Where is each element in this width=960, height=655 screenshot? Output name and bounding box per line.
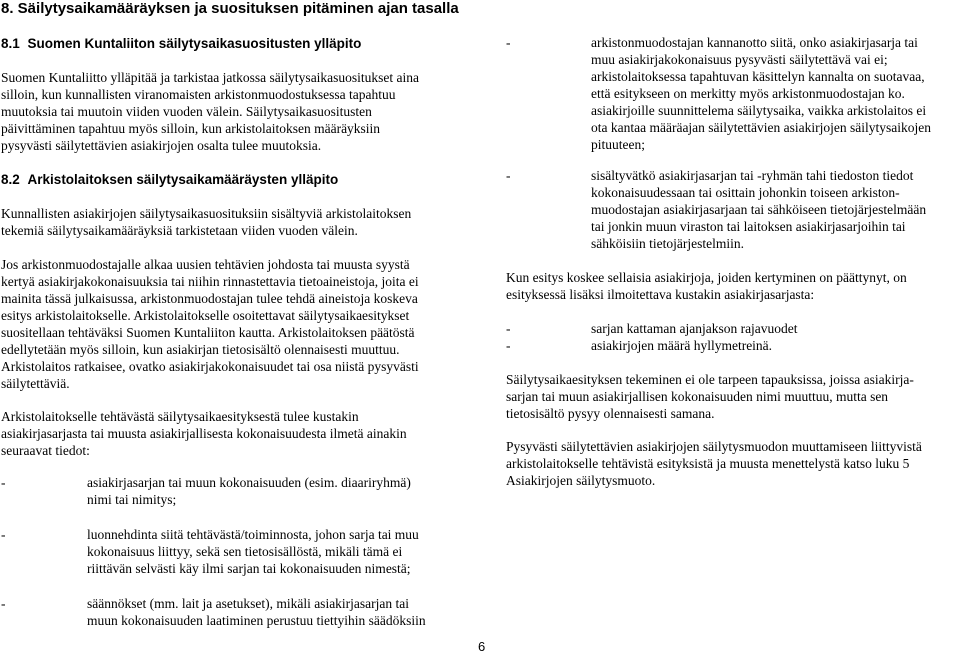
section-8-2-paragraph-2 <box>1 256 471 392</box>
text-line: tekemiä säilytysaikamääräyksiä tarkistetaan viiden vuoden välein. <box>1 223 358 238</box>
text-line: sisältyvätkö asiakirjasarjan tai -ryhmän tahi tiedoston tiedot <box>591 168 914 183</box>
text-line: ota kantaa määräajan säilytettävien asiakirjojen säilytysaikojen <box>591 120 931 135</box>
section-8-2-number: 8.2 <box>1 172 20 187</box>
text-line: muodostajan asiakirjasarjaan tai sähköiseen tietojärjestelmään <box>591 202 927 217</box>
text-line: kokonaisuus liittyy, sekä sen tietosisällöstä, mikäli tämä ei <box>87 544 403 559</box>
section-8-1-number: 8.1 <box>1 36 20 51</box>
right-paragraph-2 <box>506 371 956 422</box>
text-line: Asiakirjojen säilytysmuoto. <box>506 473 656 488</box>
page-title: 8. Säilytysaikamääräyksen ja suosituksen pitäminen ajan tasalla <box>1 0 459 17</box>
text-line: sähköisiin tietojärjestelmiin. <box>591 236 744 251</box>
text-line: säännökset (mm. lait ja asetukset), mikäli asiakirjasarjan tai <box>87 596 410 611</box>
bullet-dash: - <box>1 527 6 542</box>
text-line: asiakirjasarjasta tai muusta asiakirjallisesta kokonaisuudesta ilmetä ainakin <box>1 426 407 441</box>
text-line: sarjan kattaman ajanjakson rajavuodet <box>591 321 798 336</box>
text-line: mainita tässä julkaisussa, arkistonmuodostajan tulee tehdä aineistoja koskeva <box>1 291 418 306</box>
bullet-dash: - <box>1 596 6 611</box>
list-item <box>1 474 471 508</box>
text-line: suositellaan tehtäväksi Suomen Kuntaliiton kautta. Arkistolaitoksen päätöstä <box>1 325 415 340</box>
text-line: päivittäminen tapahtuu myös silloin, kun arkistolaitoksen määräyksiin <box>1 121 381 136</box>
text-line: Arkistolaitos ratkaisee, ovatko asiakirjakokonaisuudet tai osa niistä pysyvästi <box>1 359 419 374</box>
text-line: muutoksia tai muutoin viiden vuoden välein. Säilytysaikasuositusten <box>1 104 372 119</box>
text-line: asiakirjasarjan tai muun kokonaisuuden (esim. diaariryhmä) <box>87 475 411 490</box>
text-line: arkistonmuodostajan kannanotto siitä, onko asiakirjasarja tai <box>591 35 918 50</box>
text-line: kokonaisuudessaan tai osittain johonkin toiseen arkiston- <box>591 185 900 200</box>
bullet-dash: - <box>506 338 511 353</box>
section-8-2-paragraph-1 <box>1 205 471 239</box>
text-line: Arkistolaitokselle tehtävästä säilytysaikaesityksestä tulee kustakin <box>1 409 359 424</box>
text-line: riittävän selvästi käy ilmi sarjan tai kokonaisuuden nimestä; <box>87 561 411 576</box>
text-line: Suomen Kuntaliitto ylläpitää ja tarkistaa jatkossa säilytysaikasuositukset aina <box>1 70 420 85</box>
section-8-2-paragraph-3 <box>1 408 471 459</box>
bullet-dash: - <box>1 475 6 490</box>
text-line: sarjan tai muun asiakirjallisen kokonaisuuden nimi muuttuu, mutta sen <box>506 389 889 404</box>
text-line: muu asiakirjakokonaisuus pysyvästi säilytettävä vai ei; <box>591 52 888 67</box>
bullet-dash: - <box>506 35 511 50</box>
text-line: pituuteen; <box>591 137 645 152</box>
text-line: pysyvästi säilytettävien asiakirjojen osalta tulee muutoksia. <box>1 138 322 153</box>
text-line: silloin, kun kunnallisten viranomaisten arkistonmuodostuksessa tapahtuu <box>1 87 396 102</box>
bullet-dash: - <box>506 321 511 336</box>
text-line: esityksessä lisäksi ilmoitettava kustakin asiakirjasarjasta: <box>506 287 815 302</box>
section-8-1-paragraph <box>1 69 471 154</box>
list-item <box>1 526 471 577</box>
list-item <box>506 167 956 253</box>
text-line: tietosisältö pysyy olennaisesti samana. <box>506 406 715 421</box>
list-item <box>506 34 956 154</box>
text-line: edellytetään myös silloin, kun asiakirjan tietosisältö olennaisesti muuttuu. <box>1 342 400 357</box>
text-line: asiakirjoille suunnittelema säilytysaika, vaikka arkistolaitos ei <box>591 103 927 118</box>
bullet-dash: - <box>506 168 511 183</box>
text-line: Säilytysaikaesityksen tekeminen ei ole tarpeen tapauksissa, joissa asiakirja- <box>506 372 914 387</box>
list-item <box>506 320 956 337</box>
text-line: Pysyvästi säilytettävien asiakirjojen säilytysmuodon muuttamiseen liittyvistä <box>506 439 922 454</box>
section-8-1-heading <box>1 35 361 52</box>
section-8-1-title: Suomen Kuntaliiton säilytysaikasuositusten ylläpito <box>27 36 362 51</box>
right-paragraph-3 <box>506 438 956 489</box>
section-8-2-heading <box>1 171 338 188</box>
text-line: muun kokonaisuuden laatiminen perustuu tiettyihin säädöksiin <box>87 613 426 628</box>
text-line: arkistolaitoksessa tapahtuvan käsittelyn kannalta on suotavaa, <box>591 69 925 84</box>
text-line: arkistolaitokselle tehtävistä esityksistä ja muusta menettelystä katso luku 5 <box>506 456 910 471</box>
text-line: esitys arkistolaitokselle. Arkistolaitokselle osoitettavat säilytysaikaesitykset <box>1 308 410 323</box>
text-line: seuraavat tiedot: <box>1 443 90 458</box>
text-line: Jos arkistonmuodostajalle alkaa uusien tehtävien johdosta tai muusta syystä <box>1 257 410 272</box>
page-number: 6 <box>478 639 486 654</box>
section-8-2-title: Arkistolaitoksen säilytysaikamääräysten ylläpito <box>27 172 339 187</box>
text-line: Kun esitys koskee sellaisia asiakirjoja, joiden kertyminen on päättynyt, on <box>506 270 907 285</box>
text-line: kertyä asiakirjakokonaisuuksia tai niihin rinnastettavia tietoaineistoja, joita ei <box>1 274 419 289</box>
text-line: nimi tai nimitys; <box>87 492 177 507</box>
text-line: Kunnallisten asiakirjojen säilytysaikasuosituksiin sisältyviä arkistolaitoksen <box>1 206 412 221</box>
text-line: luonnehdinta siitä tehtävästä/toiminnosta, johon sarja tai muu <box>87 527 419 542</box>
list-item <box>506 337 956 354</box>
right-paragraph-1 <box>506 269 956 303</box>
text-line: tai jonkin muun viraston tai laitoksen asiakirjasarjoihin tai <box>591 219 906 234</box>
text-line: asiakirjojen määrä hyllymetreinä. <box>591 338 773 353</box>
list-item <box>1 595 471 629</box>
text-line: että esitykseen on merkitty myös arkistonmuodostajan ko. <box>591 86 905 101</box>
text-line: säilytettäviä. <box>1 376 70 391</box>
